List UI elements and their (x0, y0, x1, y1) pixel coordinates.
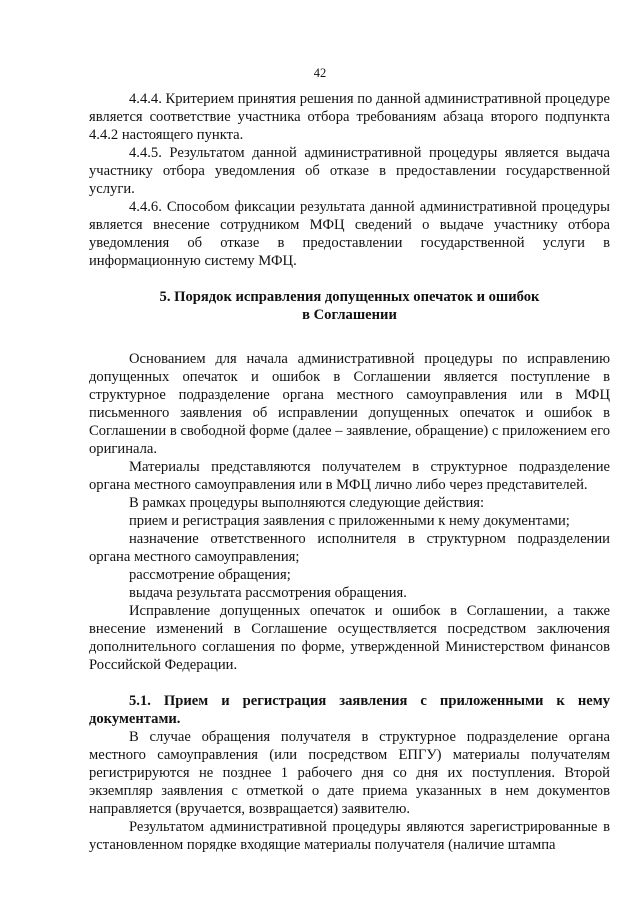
section-5-heading (89, 288, 610, 324)
section-5-heading-line1: 5. Порядок исправления допущенных опечаток и ошибок (159, 289, 540, 305)
paragraph-4-4-6: 4.4.6. Способом фиксации результата данной административной процедуры является внесение сотрудником МФЦ сведений о выдаче участнику отбора уведомления об отказе в предоставлении государственной услуги в информационную систему МФЦ. (89, 199, 610, 269)
section-paragraph-materials: Материалы представляются получателем в структурное подразделение органа местного самоуправления или в МФЦ лично либо через представителей. (89, 459, 610, 493)
page-number: 42 (313, 66, 327, 80)
subsection-paragraph-result: Результатом административной процедуры являются зарегистрированные в установленном порядке входящие материалы получателя (наличие штампа (89, 819, 610, 853)
paragraph-4-4-5: 4.4.5. Результатом данной административной процедуры является выдача участнику отбора уведомления об отказе в предоставлении государственной услуги. (89, 145, 610, 197)
subsection-5-1-heading: 5.1. Прием и регистрация заявления с приложенными к нему документами. (89, 693, 610, 727)
action-item-result: выдача результата рассмотрения обращения. (129, 585, 407, 601)
subsection-paragraph-registration: В случае обращения получателя в структурное подразделение органа местного самоуправления (или посредством ЕПГУ) материалы получателям регистрируются не позднее 1 рабочего дня со дня их поступления. Второй экземпляр заявления с отметкой о дате приема указанных в нем документов направляется (вручается, возвращается) заявителю. (89, 729, 610, 817)
action-item-assignment: назначение ответственного исполнителя в структурном подразделении органа местного самоуправления; (89, 531, 610, 565)
paragraph-4-4-4: 4.4.4. Критерием принятия решения по данной административной процедуре является соответствие участника отбора требованиям абзаца второго подпункта 4.4.2 настоящего пункта. (89, 91, 610, 143)
action-item-reception: прием и регистрация заявления с приложенными к нему документами; (129, 513, 570, 529)
section-paragraph-correction: Исправление допущенных опечаток и ошибок в Соглашении, а также внесение изменений в Соглашение осуществляется посредством заключения дополнительного соглашения по форме, утвержденной Министерством финансов Российской Федерации. (89, 603, 610, 673)
section-5-heading-line2: в Соглашении (302, 307, 397, 323)
section-paragraph-basis: Основанием для начала административной процедуры по исправлению допущенных опечаток и ошибок в Соглашении является поступление в структурное подразделение органа местного самоуправления или в МФЦ письменного заявления об исправлении допущенных опечаток и ошибок в Соглашении в свободной форме (далее – заявление, обращение) с приложением его оригинала. (89, 351, 610, 457)
action-item-review: рассмотрение обращения; (129, 567, 291, 583)
section-paragraph-actions-intro: В рамках процедуры выполняются следующие действия: (129, 495, 485, 511)
document-body (89, 90, 610, 854)
